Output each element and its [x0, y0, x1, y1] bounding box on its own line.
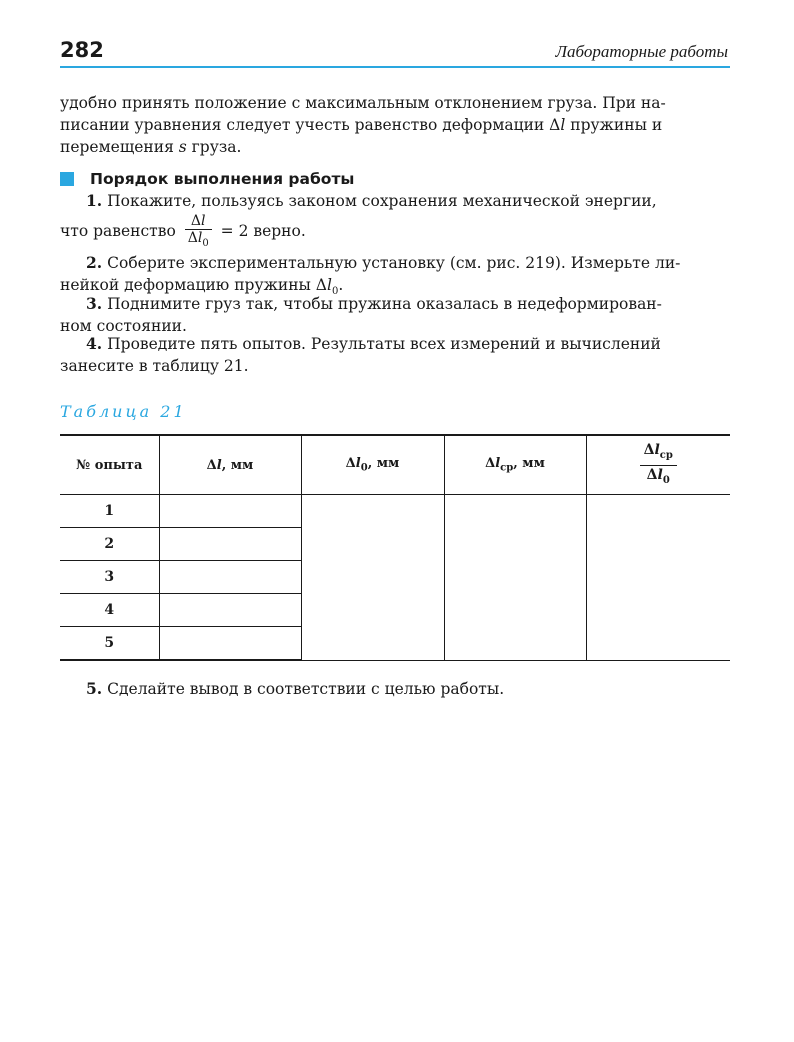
page-number: 282	[60, 38, 104, 62]
step-4: 4. Проведите пять опытов. Результаты всех измерений и вычислений занесите в таблицу 21.	[60, 334, 661, 375]
row-number: 3	[60, 561, 159, 594]
step-1: 1. Покажите, пользуясь законом сохранения механической энергии, что равенство $\frac{\Delta l}{\Delta l_0}$ = 2 верно.	[60, 190, 730, 251]
header-experiment-number: № опыта	[60, 435, 159, 495]
step-number: 1.	[86, 191, 103, 210]
row-number: 4	[60, 594, 159, 627]
header-delta-l0: $\Delta l_0$, мм	[301, 435, 444, 495]
running-title: Лабораторные работы	[555, 42, 728, 61]
header-divider	[60, 66, 730, 68]
row-number: 5	[60, 627, 159, 661]
cell-delta-l	[159, 561, 301, 594]
intro-paragraph: удобно принять положение с максимальным отклонением груза. При на- писании уравнения следует учесть равенство деформации Δl пружины и перемещения s груза.	[60, 94, 666, 156]
step-number: 2.	[86, 253, 103, 272]
header-delta-l-avg: $\Delta l_{ср}$, мм	[444, 435, 586, 495]
ratio-fraction: $\frac{\Delta l}{\Delta l_0}$	[185, 213, 212, 252]
cell-ratio-merged	[586, 495, 730, 661]
step-2: 2. Соберите экспериментальную установку (см. рис. 219). Измерьте ли- нейкой деформацию пружины $\Delta l_0$.	[60, 253, 681, 298]
row-number: 1	[60, 495, 159, 528]
step-number: 4.	[86, 334, 103, 353]
table-row	[60, 495, 730, 528]
cell-delta-l	[159, 594, 301, 627]
table-caption: Таблица 21	[60, 402, 187, 421]
cell-delta-l	[159, 495, 301, 528]
results-table	[60, 434, 730, 661]
row-number: 2	[60, 528, 159, 561]
cell-delta-l-avg-merged	[444, 495, 586, 661]
cell-delta-l	[159, 528, 301, 561]
page-header	[60, 38, 730, 68]
section-title: Порядок выполнения работы	[90, 170, 355, 188]
intro-line-1: удобно принять положение с максимальным отклонением груза. При на-	[60, 94, 666, 112]
step-number: 5.	[86, 679, 103, 698]
cell-delta-l	[159, 627, 301, 661]
step-number: 3.	[86, 294, 103, 313]
step-5: 5. Сделайте вывод в соответствии с целью работы.	[86, 679, 505, 698]
section-marker-square	[60, 172, 74, 186]
cell-delta-l0-merged	[301, 495, 444, 661]
header-delta-l: Δl, мм	[159, 435, 301, 495]
table-header-row	[60, 435, 730, 495]
step-3: 3. Поднимите груз так, чтобы пружина оказалась в недеформирован- ном состоянии.	[60, 294, 662, 335]
header-ratio: $\frac{\Delta l_{ср}}{\Delta l_0}$	[586, 435, 730, 495]
